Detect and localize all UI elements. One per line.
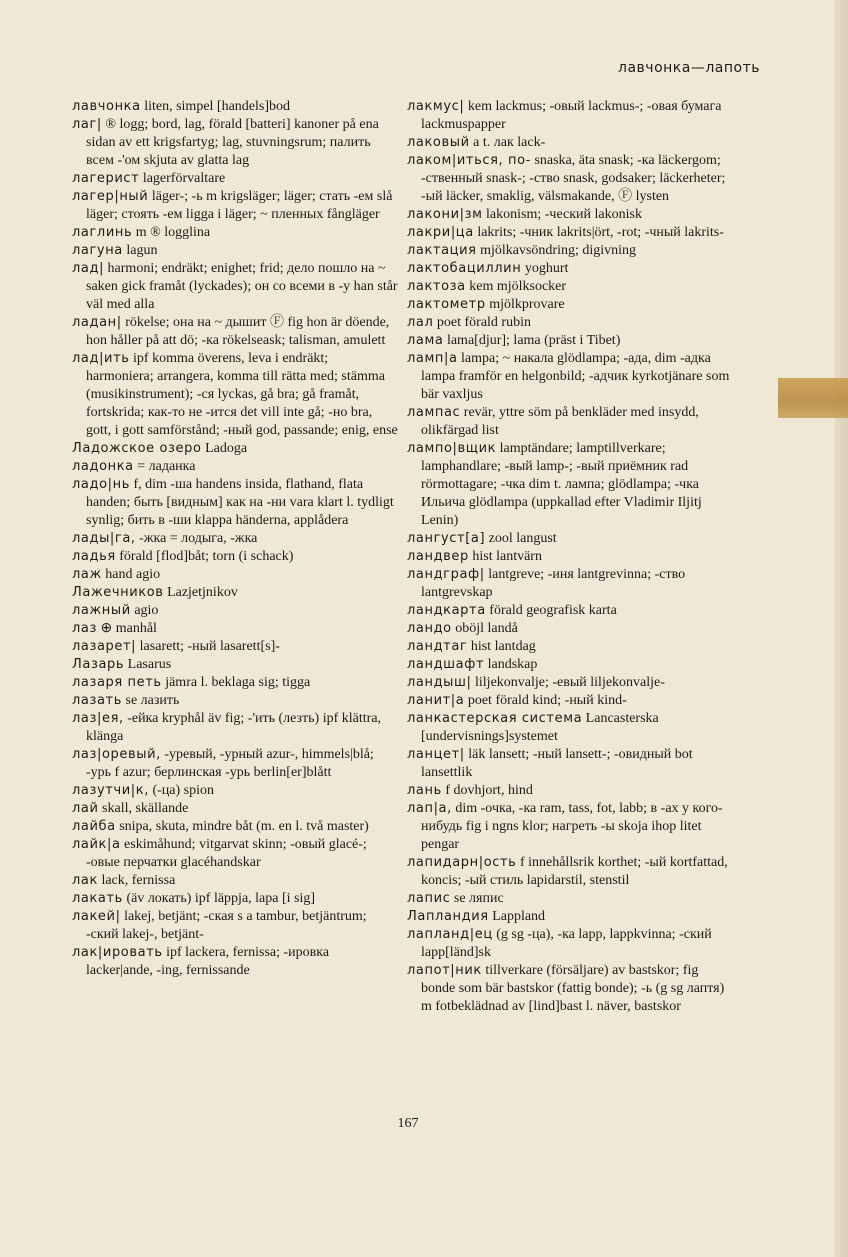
entry-headword: лама — [407, 333, 444, 348]
entry-definition: -уревый, -урный azur-, himmels|blå; -урь f azur; берлинская -урь berlin[er]blått — [86, 747, 374, 780]
dictionary-entry — [407, 260, 731, 278]
entry-definition: förald [flod]båt; torn (i schack) — [119, 549, 294, 564]
entry-definition: lamptändare; lamptillverkare; lamphandlare; -вый lamp-; -вый приёмник rad rörmottagare; -чка dim t. лампа; glödlampa; -чка Ильича glödlampa (uppkallad efter Vladimir Iljitj Lenin) — [421, 441, 702, 528]
dictionary-entry — [72, 674, 398, 692]
dictionary-entry — [407, 566, 731, 602]
entry-definition: ⊕ manhål — [100, 621, 157, 636]
entry-headword: Лазарь — [72, 657, 125, 672]
entry-definition: liten, simpel [handels]bod — [144, 99, 291, 114]
entry-headword: лань — [407, 783, 442, 798]
dictionary-entry — [407, 602, 731, 620]
entry-headword: ландтаг — [407, 639, 468, 654]
entry-headword: лайба — [72, 819, 116, 834]
dictionary-entry — [407, 296, 731, 314]
entry-definition: läk lansett; -ный lansett-; -овидный bot lansettlik — [421, 747, 693, 780]
entry-definition: hist lantvärn — [472, 549, 542, 564]
entry-headword: ладонка — [72, 459, 134, 474]
entry-headword: ланцет| — [407, 747, 465, 762]
dictionary-entry — [72, 476, 398, 530]
dictionary-entry — [72, 710, 398, 746]
entry-definition: m ® logglina — [135, 225, 211, 240]
dictionary-entry — [72, 116, 398, 170]
dictionary-entry — [72, 746, 398, 782]
dictionary-entry — [407, 800, 731, 854]
dictionary-entry — [72, 692, 398, 710]
entry-definition: -жка = лодыга, -жка — [139, 531, 258, 546]
right-column — [407, 98, 731, 1016]
entry-definition: lagun — [126, 243, 158, 258]
entry-headword: ланит|а — [407, 693, 465, 708]
entry-headword: лакмус| — [407, 99, 465, 114]
dictionary-entry — [72, 458, 398, 476]
entry-headword: ландвер — [407, 549, 469, 564]
dictionary-entry — [72, 314, 398, 350]
dictionary-entry — [407, 926, 731, 962]
dictionary-entry — [72, 656, 398, 674]
entry-headword: лапланд|ец — [407, 927, 493, 942]
dictionary-entry — [72, 440, 398, 458]
dictionary-entry — [407, 404, 731, 440]
dictionary-entry — [407, 692, 731, 710]
dictionary-entry — [407, 314, 731, 332]
entry-headword: Лажечников — [72, 585, 164, 600]
dictionary-entry — [72, 620, 398, 638]
dictionary-entry — [72, 638, 398, 656]
entry-headword: Ладожское озеро — [72, 441, 202, 456]
entry-definition: lakrits; -чник lakrits|ört, -rot; -чный lakrits- — [477, 225, 724, 240]
entry-headword: лакать — [72, 891, 123, 906]
entry-definition: lack, fernissa — [101, 873, 176, 888]
dictionary-entry — [407, 134, 731, 152]
entry-definition: lampa; ~ накала glödlampa; -ада, dim -адка lampa framför en helgonbild; -адчик kyrkotjänare som bär vaxljus — [421, 351, 730, 402]
entry-definition: rökelse; она на ~ дышит Ⓕ fig hon är döende, hon håller på att dö; -ка rökelseask; talisman, amulett — [86, 315, 390, 348]
dictionary-entry — [407, 908, 731, 926]
dictionary-entry — [72, 530, 398, 548]
entry-headword: лак — [72, 873, 98, 888]
dictionary-entry — [72, 800, 398, 818]
entry-definition: jämra l. beklaga sig; tigga — [165, 675, 311, 690]
entry-definition: (äv локать) ipf läppja, lapa [i sig] — [126, 891, 316, 906]
entry-definition: agio — [134, 603, 159, 618]
entry-headword: ланкастерская система — [407, 711, 583, 726]
entry-definition: a t. лак lack- — [473, 135, 546, 150]
entry-headword: лаз — [72, 621, 97, 636]
dictionary-entry — [72, 566, 398, 584]
entry-definition: lakej, betjänt; -ская s a tambur, betjäntrum; -ский lakej-, betjänt- — [86, 909, 367, 942]
entry-headword: лайк|а — [72, 837, 121, 852]
entry-definition: poet förald rubin — [436, 315, 531, 330]
entry-definition: mjölkavsöndring; digivning — [480, 243, 637, 258]
entry-headword: лады|га, — [72, 531, 136, 546]
entry-headword: ладан| — [72, 315, 122, 330]
dictionary-entry — [72, 890, 398, 908]
entry-headword: лагер|ный — [72, 189, 149, 204]
dictionary-entry — [407, 548, 731, 566]
dictionary-entry — [72, 188, 398, 224]
dictionary-entry — [407, 242, 731, 260]
dictionary-entry — [72, 584, 398, 602]
entry-headword: лад|ить — [72, 351, 130, 366]
dictionary-entry — [407, 206, 731, 224]
entry-headword: лаком|иться, по- — [407, 153, 531, 168]
entry-headword: лампас — [407, 405, 461, 420]
dictionary-entry — [407, 278, 731, 296]
entry-headword: лак|ировать — [72, 945, 163, 960]
entry-headword: лавчонка — [72, 99, 141, 114]
dictionary-entry — [407, 710, 731, 746]
page-edge — [834, 0, 848, 1257]
dictionary-entry — [407, 350, 731, 404]
entry-definition: revär, yttre söm på benkläder med insydd, olikfärgad list — [421, 405, 699, 438]
entry-definition: tillverkare (försäljare) av bastskor; fig bonde som bär bastskor (fattig bonde); -ь (g sg лаптя) m fotbeklädnad av [lind]bast l. näver, bastskor — [421, 963, 725, 1014]
entry-headword: лапот|ник — [407, 963, 482, 978]
entry-definition: lama[djur]; lama (präst i Tibet) — [446, 333, 621, 348]
entry-definition: hand agio — [105, 567, 161, 582]
entry-headword: лактация — [407, 243, 477, 258]
dictionary-entry — [72, 836, 398, 872]
dictionary-entry — [407, 224, 731, 242]
dictionary-entry — [72, 872, 398, 890]
dictionary-entry — [72, 782, 398, 800]
entry-definition: läger-; -ь m krigsläger; läger; стать -ем slå läger; стоять -ем ligga i läger; ~ пленных fångläger — [86, 189, 393, 222]
dictionary-entry — [72, 944, 398, 980]
entry-headword: лагерист — [72, 171, 140, 186]
entry-definition: lantgreve; -иня lantgrevinna; -ство lantgrevskap — [421, 567, 686, 600]
entry-headword: лапидарн|ость — [407, 855, 517, 870]
dictionary-entry — [72, 98, 398, 116]
dictionary-entry — [72, 242, 398, 260]
entry-definition: ® logg; bord, lag, förald [batteri] kanoner på ena sidan av ett krigsfartyg; lag, stuvningsrum; палить всем -'ом skjuta av glatta lag — [86, 117, 379, 168]
entry-headword: лаж — [72, 567, 102, 582]
entry-headword: лангуст[а] — [407, 531, 486, 546]
entry-headword: лактометр — [407, 297, 486, 312]
dictionary-entry — [407, 674, 731, 692]
entry-headword: лакей| — [72, 909, 121, 924]
entry-definition: se лазить — [125, 693, 180, 708]
entry-headword: лагуна — [72, 243, 123, 258]
entry-headword: лампо|вщик — [407, 441, 497, 456]
entry-definition: snipa, skuta, mindre båt (m. en l. två master) — [119, 819, 369, 834]
entry-definition: = ладанка — [137, 459, 196, 474]
dictionary-entry — [72, 170, 398, 188]
entry-headword: лаз|оревый, — [72, 747, 161, 762]
entry-headword: лаг| — [72, 117, 102, 132]
entry-headword: лактобациллин — [407, 261, 522, 276]
entry-definition: f, dim -ша handens insida, flathand, flata handen; быть [видным] как на -ни vara klart l. tydligt synlig; бить в -ши klappa händerna, applådera — [86, 477, 394, 528]
entry-definition: ipf lackera, fernissa; -ировка lacker|ande, -ing, fernissande — [86, 945, 330, 978]
entry-headword: лакони|зм — [407, 207, 483, 222]
dictionary-entry — [407, 854, 731, 890]
entry-headword: лапис — [407, 891, 451, 906]
entry-definition: kem lackmus; -овый lackmus-; -овая бумага lackmuspapper — [421, 99, 722, 132]
dictionary-entry — [72, 548, 398, 566]
entry-definition: Ladoga — [205, 441, 248, 456]
entry-headword: лаз|ея, — [72, 711, 124, 726]
dictionary-entry — [72, 908, 398, 944]
dictionary-entry — [407, 440, 731, 530]
entry-headword: лазать — [72, 693, 122, 708]
dictionary-entry — [407, 332, 731, 350]
dictionary-entry — [72, 224, 398, 242]
entry-headword: лад| — [72, 261, 105, 276]
entry-definition: Lancasterska [undervisnings]systemet — [421, 711, 659, 744]
running-header: лавчонка—лапоть — [618, 60, 760, 76]
left-column — [72, 98, 398, 980]
entry-definition: poet förald kind; -ный kind- — [467, 693, 627, 708]
entry-definition: zool langust — [488, 531, 557, 546]
entry-headword: лазаря петь — [72, 675, 162, 690]
entry-definition: Lasarus — [127, 657, 172, 672]
entry-definition: hist lantdag — [470, 639, 536, 654]
entry-definition: harmoni; endräkt; enighet; frid; дело пошло на ~ saken gick framåt (lyckades); он со всеми в -у han står väl med alla — [86, 261, 398, 312]
dictionary-entry — [407, 962, 731, 1016]
entry-definition: lakonism; -ческий lakonisk — [486, 207, 642, 222]
entry-definition: oböjl landå — [455, 621, 518, 636]
dictionary-entry — [72, 350, 398, 440]
entry-headword: ландшафт — [407, 657, 485, 672]
entry-definition: kem mjölksocker — [469, 279, 567, 294]
entry-headword: ландкарта — [407, 603, 486, 618]
entry-headword: ландо — [407, 621, 452, 636]
entry-definition: f dovhjort, hind — [445, 783, 533, 798]
entry-definition: f innehållsrik korthet; -ый kortfattad, koncis; -ый стиль lapidarstil, stenstil — [421, 855, 728, 888]
entry-definition: skall, skällande — [102, 801, 189, 816]
entry-definition: (g sg -ца), -ка lapp, lappkvinna; -ский lapp[länd]sk — [421, 927, 712, 960]
dictionary-entry — [72, 260, 398, 314]
entry-headword: лазарет| — [72, 639, 137, 654]
entry-headword: лап|а, — [407, 801, 452, 816]
dictionary-entry — [407, 530, 731, 548]
dictionary-entry — [407, 620, 731, 638]
thumb-index-tab — [778, 378, 848, 418]
dictionary-entry — [407, 152, 731, 206]
dictionary-entry — [407, 782, 731, 800]
entry-definition: ipf komma överens, leva i endräkt; harmoniera; arrangera, komma till rätta med; stämma (musikinstrument); -ся lyckas, gå bra; gå framåt, fortskrida; как-то не -ится det vill inte gå; -но bra, gott, i gott samförstånd; -ный god, passande; enig, ense — [86, 351, 398, 438]
entry-definition: dim -очка, -ка ram, tass, fot, labb; в -ах у кого-нибудь fig i ngns klor; нагреть -ы skoja ihop litet pengar — [421, 801, 723, 852]
entry-headword: лакри|ца — [407, 225, 474, 240]
entry-definition: yoghurt — [524, 261, 569, 276]
entry-headword: лай — [72, 801, 99, 816]
entry-definition: förald geografisk karta — [489, 603, 617, 618]
entry-headword: ладья — [72, 549, 116, 564]
entry-definition: lasarett; -ный lasarett[s]- — [139, 639, 280, 654]
dictionary-entry — [407, 638, 731, 656]
entry-headword: лажный — [72, 603, 131, 618]
entry-definition: snaska, äta snask; -ка läckergom; -ственный snask-; -ство snask, godsaker; läckerheter; -ый läcker, smaklig, välsmakande, Ⓕ lysten — [421, 153, 726, 204]
entry-definition: mjölkprovare — [489, 297, 565, 312]
entry-definition: se ляпис — [453, 891, 504, 906]
entry-headword: лаглинь — [72, 225, 133, 240]
dictionary-entry — [407, 746, 731, 782]
entry-headword: ламп|а — [407, 351, 458, 366]
entry-headword: лазутчи|к, — [72, 783, 149, 798]
entry-definition: Lazjetjnikov — [167, 585, 238, 600]
dictionary-entry — [72, 602, 398, 620]
entry-headword: лактоза — [407, 279, 466, 294]
dictionary-entry — [407, 890, 731, 908]
entry-headword: Лапландия — [407, 909, 489, 924]
entry-definition: Lappland — [492, 909, 546, 924]
dictionary-entry — [407, 656, 731, 674]
entry-headword: лаковый — [407, 135, 470, 150]
dictionary-entry — [72, 818, 398, 836]
entry-definition: -ейка kryphål äv fig; -'ить (лезть) ipf klättra, klänga — [86, 711, 382, 744]
entry-headword: ландграф| — [407, 567, 485, 582]
dictionary-entry — [407, 98, 731, 134]
page-number: 167 — [397, 1116, 419, 1131]
entry-definition: eskimåhund; vitgarvat skinn; -овый glacé-; -овые перчатки glacéhandskar — [86, 837, 367, 870]
entry-definition: landskap — [487, 657, 538, 672]
entry-definition: (-ца) spion — [152, 783, 214, 798]
entry-definition: liljekonvalje; -евый liljekonvalje- — [475, 675, 665, 690]
entry-definition: lagerförvaltare — [142, 171, 226, 186]
entry-headword: лал — [407, 315, 434, 330]
entry-headword: ладо|нь — [72, 477, 130, 492]
entry-headword: ландыш| — [407, 675, 472, 690]
